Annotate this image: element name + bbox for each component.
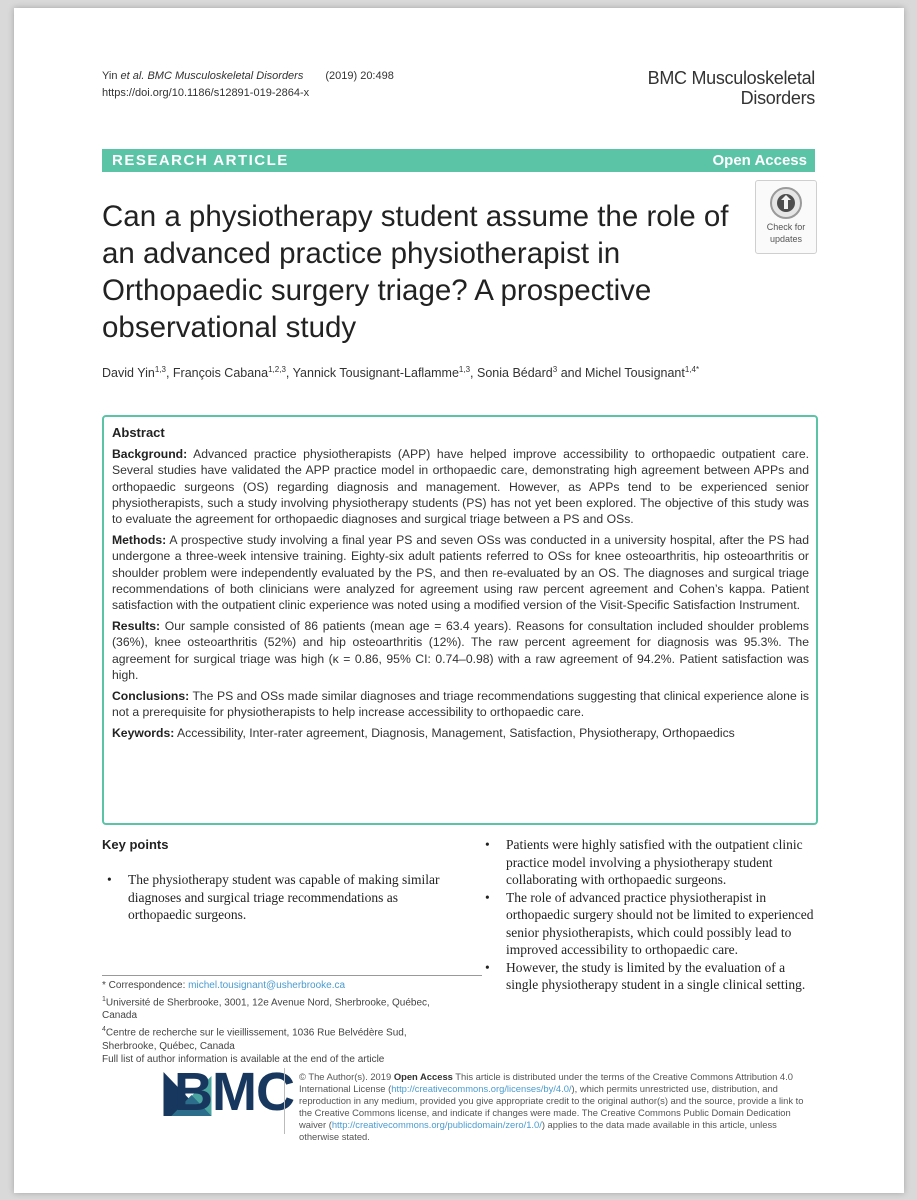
section-text: Accessibility, Inter-rater agreement, Diagnosis, Management, Satisfaction, Physiotherapy, Orthopaedics (174, 726, 735, 741)
check-for-updates-icon (769, 186, 803, 220)
bullet-icon: • (107, 872, 112, 887)
citation-year: (2019) 20:498 (325, 70, 394, 82)
license-link[interactable]: http://creativecommons.org/licenses/by/4.0/ (391, 1082, 572, 1094)
public-domain-link[interactable]: http://creativecommons.org/publicdomain/zero/1.0/ (331, 1118, 542, 1130)
author-name: Sonia Bédard (477, 366, 553, 381)
key-point-item (480, 889, 820, 959)
footnotes (102, 979, 462, 1067)
abstract-keywords (112, 725, 809, 741)
author-affiliation: 1,2,3 (268, 365, 286, 374)
author-name: Yannick Tousignant-Laflamme (292, 366, 459, 381)
license-text (299, 1071, 819, 1142)
author-separator: , (470, 366, 477, 381)
abstract-methods (112, 532, 809, 613)
correspondence-label: * Correspondence: (102, 980, 189, 991)
author-separator: and (557, 366, 586, 381)
author-affiliation: 3 (552, 365, 558, 374)
affiliation-1 (102, 993, 462, 1023)
correspondence-email[interactable]: michel.tousignant@usherbrooke.ca (188, 980, 346, 991)
abstract-box (102, 415, 818, 825)
section-label: Keywords: (112, 726, 175, 741)
copyright-text: © The Author(s). 2019 (299, 1071, 394, 1082)
key-point-text: Patients were highly satisfied with the outpatient clinic practice model involving a physiotherapy student collaborating with orthopaedic surgeons. (506, 837, 803, 887)
affiliation-text: Centre de recherche sur le vieillissement, 1036 Rue Belvédère Sud, Sherbrooke, Québec, Canada (102, 1027, 407, 1052)
bullet-icon: • (485, 959, 490, 975)
key-points-right-column (480, 836, 820, 994)
section-label: Background: (112, 447, 188, 462)
badge-label-line2: updates (769, 234, 803, 244)
citation-line (102, 68, 394, 85)
author-affiliation: 1,3 (154, 365, 166, 374)
affiliation-text: Université de Sherbrooke, 3001, 12e Avenue Nord, Sherbrooke, Québec, Canada (102, 996, 430, 1022)
article-type-band (102, 149, 815, 172)
abstract-heading: Abstract (112, 425, 165, 440)
check-for-updates-badge[interactable] (755, 180, 817, 254)
section-label: Methods: (112, 533, 167, 548)
correspondence (102, 979, 462, 993)
key-point-item (480, 959, 820, 994)
section-text: A prospective study involving a final year PS and seven OSs was conducted in a university hospital, after the PS had undergone a three-week intensive training. Eighty-six adult patients referred to OSs for knee osteoarthritis, hip osteoarthritis or shoulder problem were independently evaluated by the PS, and then re-evaluated by an OS. The diagnoses and surgical triage recommendations of both clinicians were analyzed for agreement using raw percent agreement and Cohen’s kappa. Patient satisfaction with the outpatient clinic experience was noted using a modified version of the Visit-Specific Satisfaction Instrument. (112, 533, 809, 613)
citation-journal: BMC Musculoskeletal Disorders (144, 70, 304, 82)
article-title: Can a physiotherapy student assume the role of an advanced practice physiotherapist in Orthopaedic surgery triage? A prospective observational study (102, 200, 729, 344)
article-page (14, 8, 904, 1193)
key-point-text: However, the study is limited by the evaluation of a single physiotherapy student in a single clinical setting. (506, 959, 806, 992)
journal-brand-line2: Disorders (740, 88, 815, 108)
abstract-background (112, 446, 809, 527)
key-points-heading: Key points (102, 837, 169, 852)
license-divider (284, 1068, 285, 1134)
author-affiliation: 1,4* (684, 365, 700, 374)
journal-brand (648, 68, 815, 108)
author-info-note: Full list of author information is available at the end of the article (102, 1054, 385, 1066)
author-separator: , (165, 366, 173, 381)
open-access-label: Open Access (712, 152, 807, 169)
citation-header (102, 68, 394, 102)
author-affiliation: 1,3 (458, 365, 471, 374)
open-access-bold: Open Access (393, 1071, 453, 1082)
article-type: RESEARCH ARTICLE (112, 152, 289, 169)
author-name: Michel Tousignant (585, 366, 685, 381)
author-name: David Yin (102, 366, 155, 381)
footnote-divider (102, 975, 482, 976)
author-list (102, 365, 822, 380)
key-point-item (480, 836, 820, 889)
bullet-icon: • (485, 889, 490, 905)
affiliation-number: 4 (102, 1025, 106, 1033)
key-point-text: The physiotherapy student was capable of making similar diagnoses and surgical triage recommendations as orthopaedic surgeons. (128, 872, 440, 922)
key-points-left-column (102, 871, 452, 924)
bullet-icon: • (485, 837, 490, 852)
license-part: ), which permits unrestricted use, distribution, and reproduction in any medium, provided you give appropriate credit to the original author(s) and the source, provide a link to the Creative Commons license, and indicate if changes were made. The Creative Commons Public Domain Dedication waiver ( (299, 1082, 804, 1130)
section-label: Results: (112, 619, 161, 634)
section-text: Advanced practice physiotherapists (APP) have helped improve accessibility to orthopaedic outpatient care. Several studies have validated the APP practice model in orthopaedic care, demonstrating high agreement between APPs and orthopaedic surgeons (OS) regarding diagnosis and management. However, as APPs tend to be experienced senior physiotherapists, such a study involving physiotherapy students (PS) has not yet been explored. The objective of this study was to evaluate the agreement for orthopaedic diagnoses and surgical triage between a PS and OSs. (112, 447, 809, 527)
license-part: This article is distributed under the terms of the Creative Commons Attribution 4.0 International License ( (299, 1071, 793, 1094)
badge-label-line1: Check for (766, 222, 806, 232)
key-point-item (102, 871, 452, 924)
section-label: Conclusions: (112, 689, 190, 704)
bmc-logo-text: BMC (174, 1062, 294, 1122)
license-part: ) applies to the data made available in this article, unless otherwise stated. (299, 1118, 777, 1142)
citation-authors: Yin (102, 70, 121, 82)
abstract-conclusions (112, 688, 809, 720)
abstract-results (112, 618, 809, 683)
key-point-text: The role of advanced practice physiotherapist in orthopaedic surgery should not be limited to experienced senior physiotherapists, which could possibly lead to improved accessibility to orthopaedic care. (506, 889, 814, 957)
doi-link[interactable]: https://doi.org/10.1186/s12891-019-2864-x (102, 87, 310, 99)
journal-brand-line1: BMC Musculoskeletal (647, 68, 815, 88)
author-separator: , (285, 366, 293, 381)
citation-etal: et al. (120, 70, 145, 82)
author-name: François Cabana (172, 366, 269, 381)
section-text: Our sample consisted of 86 patients (mean age = 63.4 years). Reasons for consultation included shoulder problems (36%), knee osteoarthritis (52%) and hip osteoarthritis (12%). The raw percent agreement for diagnosis was 95.3%. The agreement for surgical triage was high (κ = 0.86, 95% CI: 0.74–0.98) with a raw agreement of 94.2%. Patient satisfaction was high. (112, 619, 809, 682)
section-text: The PS and OSs made similar diagnoses and triage recommendations suggesting that clinical experience alone is not a prerequisite for physiotherapists to help increase accessibility to orthopaedic care. (112, 689, 809, 720)
affiliation-4 (102, 1023, 462, 1053)
affiliation-number: 1 (102, 995, 106, 1003)
